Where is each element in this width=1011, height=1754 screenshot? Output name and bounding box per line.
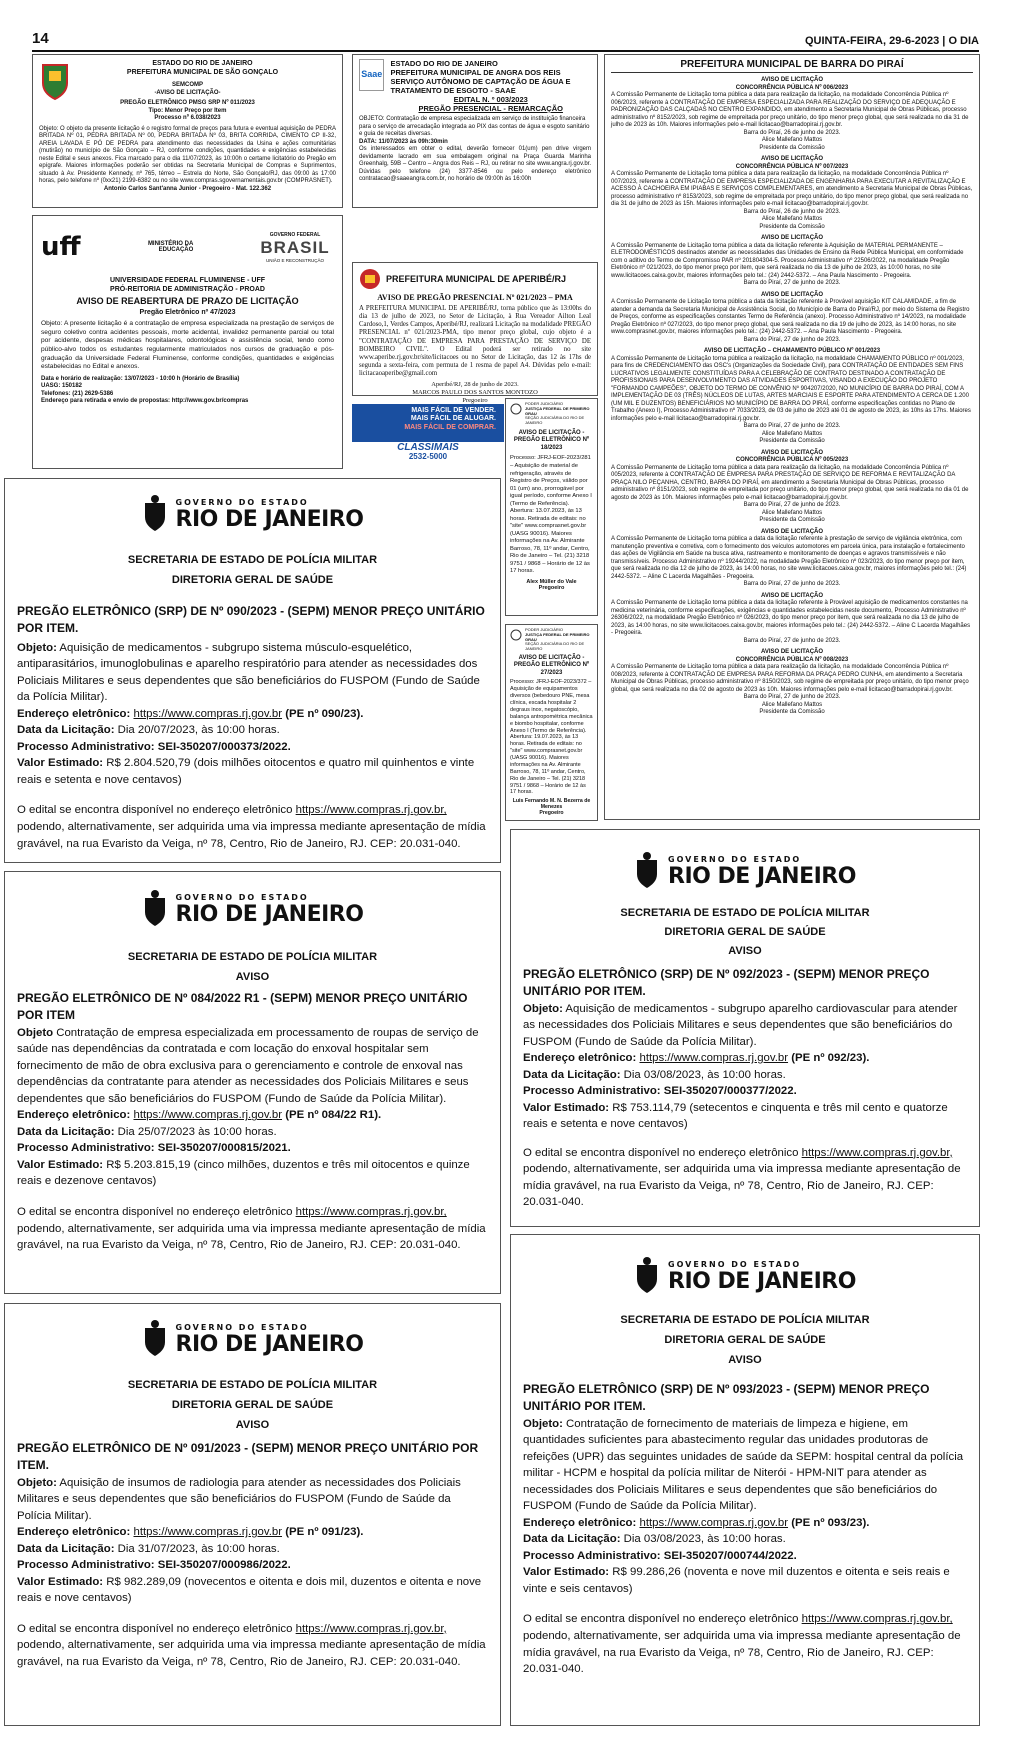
pm092-edital: O edital se encontra disponível no endereço eletrônico: [523, 1146, 799, 1159]
ad-line-1: MAIS FÁCIL DE VENDER.: [411, 407, 496, 414]
aperibe-body: A PREFEITURA MUNICIPAL DE APERIBÉ/RJ, torna público que às 13:00hs do dia 13 de julho de 2023, no Setor de Licitação, à Rua Vereador Ailton Leal Cardoso,1, Verdes Campos, Aperibé/RJ, realizará Licitação na modalidade PREGÃO PRESENCIAL nº 021/2023-PMA, tipo menor preço global, cujo objeto é a "CONTRATAÇÃO DE EMPRESA PARA PRESTAÇÃO DE SERVIÇO DE BOMBEIRO CIVIL". O Edital poderá ser retirado no site www.aperibe.rj.gov.br/site/licitacoes ou no Setor de Licitação, das 12 às 17hs de segunda a sexta-feira, com permuta de 1 resma de papel A4. Dúvidas pelo e-mail: licitacaoaperibe@gmail.com: [359, 305, 591, 378]
notice-pm-091: [4, 1303, 501, 1726]
angra-saae: SERVIÇO AUTÔNOMO DE CAPTAÇÃO DE ÁGUA E TRATAMENTO DE ESGOTO - SAAE: [390, 77, 571, 95]
classimais-ad: [352, 404, 504, 464]
sg-tipo: Tipo: Menor Preço por Item: [148, 107, 227, 114]
rj-coat-of-arms-icon: [142, 493, 168, 535]
sg-aviso: -AVISO DE LICITAÇÃO-: [154, 89, 221, 96]
gov-state-name: RIO DE JANEIRO: [175, 1331, 364, 1357]
pm091-processo: SEI-350207/000986/2022.: [157, 1559, 291, 1572]
pm091-data-label: Data da Licitação:: [17, 1542, 115, 1555]
pm090-valor-label: Valor Estimado:: [17, 757, 104, 770]
jf1-poder: PODER JUDICIÁRIO: [525, 401, 564, 406]
pm093-endereco-suffix: (PE nº 093/23).: [791, 1516, 870, 1529]
pm092-data: Dia 03/08/2023, às 10:00 horas.: [623, 1068, 786, 1081]
pirai-aviso-heading: AVISO DE LICITAÇÃO: [760, 649, 824, 655]
gov-state-name: RIO DE JANEIRO: [668, 1268, 856, 1294]
pm090-processo-label: Processo Administrativo:: [17, 740, 155, 753]
uff-ministry: MINISTÉRIO DA EDUCAÇÃO: [147, 241, 194, 253]
aperibe-sub: AVISO DE PREGÃO PRESENCIAL Nº 021/2023 – PMA: [377, 293, 573, 302]
gov-rj-logo: [523, 850, 967, 892]
aperibe-title: PREFEITURA MUNICIPAL DE APERIBÉ/RJ: [386, 274, 567, 284]
pm091-title: PREGÃO ELETRÔNICO DE Nº 091/2023 - (SEPM) MENOR PREÇO UNITÁRIO POR ITEM.: [17, 1440, 479, 1473]
jf2-title: AVISO DE LICITAÇÃO - PREGÃO ELETRÔNICO Nº 27/2023: [513, 654, 590, 676]
uff-body: Objeto: A presente licitação é a contratação de empresa especializada na prestação de serviços de seguro coletivo contra acidentes pessoais, morte acidental, invalidez permanente parcial ou total por acidente, despesas médicas hospitalares, odontológicas e assistência social, tendo como público-alvo todos os estudantes regularmente matriculados nos cursos de graduação e pós-graduação da Universidade Federal Fluminense, conforme condições, quantidades e exigências estabelecidas no Edital e anexos.: [41, 320, 334, 371]
pirai-date: Barra do Piraí, 27 de junho de 2023.: [743, 581, 841, 587]
gov-label: GOVERNO DO ESTADO: [175, 1323, 309, 1333]
judiciary-emblem-icon: [510, 628, 522, 642]
pm093-edital: O edital se encontra disponível no endereço eletrônico: [523, 1613, 799, 1626]
pirai-aviso-heading: AVISO DE LICITAÇÃO: [760, 235, 824, 241]
pirai-notice-block: [611, 235, 973, 288]
pm093-aviso: AVISO: [728, 1353, 762, 1366]
pirai-aviso-heading: AVISO DE LICITAÇÃO: [760, 592, 824, 599]
jf1-secao: SEÇÃO JUDICIÁRIA DO RIO DE JANEIRO: [525, 415, 585, 426]
pm090-objeto-label: Objeto:: [17, 641, 57, 654]
ad-phone: 2532-5000: [408, 452, 448, 461]
pm092-diretoria: DIRETORIA GERAL DE SAÚDE: [664, 925, 826, 938]
pirai-signer: Alice Mallefano Mattos: [761, 701, 823, 708]
ad-brand: CLASSIMAIS: [397, 442, 459, 453]
pm093-processo-label: Processo Administrativo:: [523, 1549, 661, 1562]
pm090-processo: SEI-350207/000373/2022.: [157, 740, 291, 753]
header-date: QUINTA-FEIRA, 29-6-2023 | O DIA: [804, 35, 979, 47]
pirai-signer: Alice Mallefano Mattos: [761, 216, 823, 222]
pm092-endereco-label: Endereço eletrônico:: [523, 1052, 637, 1065]
pirai-role: Presidente da Comissão: [759, 709, 825, 715]
pm093-data: Dia 03/08/2023, às 10:00 horas.: [623, 1533, 786, 1546]
pm092-endereco-suffix: (PE nº 092/23).: [791, 1052, 870, 1065]
pirai-role: Presidente da Comissão: [759, 438, 825, 444]
gov-label: GOVERNO DO ESTADO: [668, 855, 802, 865]
pm090-secretaria: SECRETARIA DE ESTADO DE POLÍCIA MILITAR: [127, 554, 378, 566]
jf2-poder: PODER JUDICIÁRIO: [525, 627, 564, 632]
uff-endereco: Endereço para retirada e envio de propostas: http://www.gov.br/compras: [41, 398, 249, 405]
pm093-valor: R$ 99.286,26 (noventa e nove mil duzentos e oitenta e seis reais e vinte e seis centavos): [523, 1566, 950, 1595]
pm090-edital-link[interactable]: https://www.compras.rj.gov.br,: [295, 804, 447, 817]
judiciary-emblem-icon: [510, 402, 522, 416]
pm093-endereco-label: Endereço eletrônico:: [523, 1516, 637, 1529]
pirai-body: A Comissão Permanente de Licitação torna pública a realização da licitação, na modalidade CHAMAMENTO PÚBLICO nº 001/2023, para fins de CREDENCIAMENTO das OSC's (Organizações da Sociedade Civil), para CONTRATAÇÃO DE ENTIDADES SEM FINS LUCRATIVOS LEGALMENTE CONSTITUÍDAS PARA A CELEBRAÇÃO DE CONTRATO DESTINADO A CONTRATAÇÃO DE PROFISSIONAIS PARA DESENVOLVIMENTO DAS ATIVIDADES ESPORTIVAS, VISANDO A EXECUÇÃO DO PROJETO "FORMANDO CAMPEÕES", OBJETO DO TERMO DE CONVÊNIO Nº 904207/2020, NO MUNICÍPIO DE BARRA DO PIRAÍ, COM A IMPLEMENTAÇÃO DE 03 (TRÊS) NÚCLEOS DE LUTAS, ARTES MARCIAIS E ESPORTE PARA ATENDIMENTO A CERCA DE 1.200 (UM MIL E DUZENTOS) BENEFICIÁRIOS NO MUNICÍPIO DE BARRA DO PIRAÍ, conforme especificações contidas no Plano de Trabalho (Anexo I), Processo Administrativo nº 7033/2023, de 03 de julho de 2023 até 01 de agosto de 2023, às 10hs às 17hs. Maiores informações pelo e-mail licitacao@barradopirai.rj.gov.br.: [611, 355, 971, 422]
pm093-edital-link[interactable]: https://www.compras.rj.gov.br,: [801, 1613, 953, 1626]
pm084-objeto: Contratação de empresa especializada em processamento de roupas de serviço de saúde nas dependências da contratada e com locação do enxoval hospitalar sem fornecimento de mão de obra exclusiva para o gerenciamento e controle de enxoval nas dependências da contratante para atender as necessidades dos Policiais Militares e seus dependentes que são beneficiários do FUSPOM (Fundo de Saúde da Polícia Militar).: [17, 1026, 479, 1105]
uff-telefone: Telefones: (21) 2629-5386: [41, 390, 114, 397]
pm092-objeto: Aquisição de medicamentos - subgrupo aparelho cardiovascular para atender as necessidades dos Policiais Militares e seus dependentes que são beneficiários do FUSPOM (Fundo de Saúde da Polícia Militar).: [523, 1002, 958, 1048]
gov-label: GOVERNO DO ESTADO: [175, 498, 309, 508]
pirai-body: A Comissão Permanente de Licitação torna pública a data da licitação referente à Provável aquisição KIT CALAMIDADE, a fim de atender a demanda da Secretaria Municipal de Assistência Social, do Município de Barra do Piraí/RJ, por meio do Sistema de Registro de Preços, conforme as especificações constantes Termo de Referência (anexo). Processo Administrativo nº 14/2023, na modalidade Pregão Eletrônico nº 027/2023, do tipo menor preço global, que será realizada no dia 19 de julho de 2023, às 14:00 horas, no site www.comprasnet.gov.br, maiores informações pelo tel.: (24) 2442-5372. – Ana Paula Nascimento - Pregoeira.: [611, 299, 970, 335]
pm092-processo-label: Processo Administrativo:: [523, 1085, 661, 1098]
pm091-valor-label: Valor Estimado:: [17, 1575, 104, 1588]
pm092-valor: R$ 753.114,79 (setecentos e cinquenta e três mil cento e quatorze reais e setenta e nove centavos): [523, 1101, 948, 1131]
notice-pm-093: [510, 1234, 980, 1726]
pm092-edital-link[interactable]: https://www.compras.rj.gov.br,: [801, 1146, 953, 1159]
pirai-date: Barra do Piraí, 27 de junho de 2023.: [743, 637, 841, 644]
pm090-title: PREGÃO ELETRÔNICO (SRP) DE Nº 090/2023 - (SEPM) MENOR PREÇO UNITÁRIO POR ITEM.: [17, 603, 485, 636]
pirai-notice-block: [611, 348, 973, 446]
jf1-justica: JUSTIÇA FEDERAL DE PRIMEIRO GRAU: [525, 405, 590, 416]
pm093-edital-2: podendo, alternativamente, ser adquirida uma via impressa mediante apresentação de mídia gravável, na rua Evaristo da Veiga, nº 78, Centro, Rio de Janeiro, RJ. CEP: 20.031-040.: [523, 1629, 961, 1676]
pm092-objeto-label: Objeto:: [523, 1002, 563, 1015]
jf2-role: Pregoeiro: [539, 810, 564, 817]
gov-state-name: RIO DE JANEIRO: [175, 901, 364, 927]
pm091-data: Dia 31/07/2023, às 10:00 horas.: [117, 1542, 280, 1555]
aperibe-signer: MARCOS PAULO DOS SANTOS MONTOZO: [412, 389, 538, 397]
pm090-endereco-suffix: (PE nº 090/23).: [285, 707, 364, 720]
pm091-processo-label: Processo Administrativo:: [17, 1559, 155, 1572]
sg-city: PREFEITURA MUNICIPAL DE SÃO GONÇALO: [126, 69, 279, 77]
uff-uasg: UASG: 150182: [41, 383, 83, 390]
pirai-date: Barra do Piraí, 27 de junho de 2023.: [743, 423, 841, 429]
sg-body: Objeto: O objeto da presente licitação é o registro formal de preços para futura e eventual aquisição de PEDRA BRITADA Nº 01, PEDRA BRITADA Nº 00, PEDRA BRITADA Nº 03, BRITA CORRIDA, CIMENTO CP II-32, AREIA LAVADA E PÓ DE PEDRA para atendimento das necessidades da Usina e ações comunitárias (mutirão) no município de São Gonçalo – RJ, conforme condições, quantidades e exigências estabelecidas neste Edital e seus anexos. Fica marcado para o dia 11/07/2023, às 10:00h o certame licitatório do Pregão em epígrafe. Maiores informações poderão ser obtidas na Secretaria Municipal de Compras e Suprimentos, situado à Av. Presidente Kennedy, nº 765, térreo – Estrela do Norte, São Gonçalo/RJ, das 09:00 às 17:00 horas, pelo telefone nº (0xx21) 2199-6382 ou no site www.compras.sgovernamentais.gov.br (COMPRASNET).: [39, 125, 336, 185]
pirai-date: Barra do Piraí, 26 de junho de 2023.: [743, 129, 841, 136]
pm090-edital-2: podendo, alternativamente, ser adquirida uma via impressa mediante apresentação de mídia gravável, na rua Evaristo da Veiga, nº 78, Centro, Rio de Janeiro, RJ. CEP: 20.031-040.: [17, 820, 486, 850]
pm091-endereco-label: Endereço eletrônico:: [17, 1526, 131, 1539]
pm084-data: Dia 25/07/2023 às 10:00 horas.: [117, 1125, 277, 1138]
pm091-objeto: Aquisição de insumos de radiologia para atender as necessidades dos Policiais Militares e seus dependentes que são beneficiários do FUSPOM (Fundo de Saúde da Polícia Militar).: [17, 1476, 461, 1522]
pm084-valor-label: Valor Estimado:: [17, 1158, 104, 1171]
angra-state: ESTADO DO RIO DE JANEIRO: [390, 59, 498, 68]
brasil-slogan: UNIÃO E RECONSTRUÇÃO: [265, 257, 324, 263]
gov-label: GOVERNO DO ESTADO: [175, 893, 309, 903]
pirai-body: A Comissão Permanente de Licitação torna pública a data da licitação referente à Aquisição de MATERIAL PERMANENTE – ELETRODOMÉSTICOS destinados atender as necessidades das Unidades de Ensino da Rede Pública Municipal, em conformidade com o aditivo do Termo de Compromisso PAR nº 201804304-5. Processo Administrativo nº 22506/2022, na modalidade Pregão Eletrônico nº 021/2023, do tipo menor preço por item, que será realizada no dia 13 de julho de 2023, às 10:00 horas, no site www.licitacoes.caixa.gov.br, maiores informações pelo tel.: (24) 2442-5372. – Ana Paula Nascimento - Pregoeira.: [611, 242, 964, 279]
pm084-aviso: AVISO: [235, 970, 270, 983]
jf2-secao: SEÇÃO JUDICIÁRIA DO RIO DE JANEIRO: [525, 641, 585, 652]
sg-state: ESTADO DO RIO DE JANEIRO: [152, 60, 253, 67]
pm093-endereco-link[interactable]: https://www.compras.rj.gov.br: [639, 1516, 789, 1529]
pm084-valor: R$ 5.203.815,19 (cinco milhões, duzentos e três mil oitocentos e quinze reais e dezenove centavos): [17, 1158, 470, 1188]
angra-body: Os interessados em obter o edital, deverão fornecer 01(um) pen drive virgem devidamente lacrado em sua embalagem original na Praça Guarda Marinha Greenhalg, 59B – Centro – Angra dos Reis – RJ, ou retirar no site www.angra.rj.gov.br. Dúvidas pelo telefone (24) 3377-8546 ou pelo endereço eletrônico contratacao@saaeangra.com.br, no horário de 09:00h às 16:00h: [359, 146, 591, 182]
rj-coat-of-arms-icon: [142, 888, 168, 930]
pirai-body: A Comissão Permanente de Licitação torna pública a data para realização da licitação, na modalidade Concorrência Pública nº 006/2023, referente à CONTRATAÇÃO DE EMPRESA ESPECIALIZADA PARA REALIZAÇÃO DO SERVIÇO DE ADEQUAÇÃO E PADRONIZAÇÃO DAS CALÇADAS NO CENTRO EXPANDIDO, em atendimento a Secretaria Municipal de Obras Públicas, processo administrativo nº 8152/2023, sob regime de empreitada por preço unitário, do tipo menor preço global, que será realizada no dia 31 de julho de 2023 às 10h. Maiores informações pelo e-mail licitacao@barradopirai.rj.gov.br.: [611, 92, 969, 128]
rj-coat-of-arms-icon: [634, 1255, 660, 1297]
sg-signature: Antonio Carlos Sant'anna Junior - Pregoeiro - Mat. 122.362: [103, 185, 272, 192]
pirai-signer: Alice Mallefano Mattos: [761, 137, 823, 143]
notice-barra-do-pirai: [604, 54, 980, 820]
pirai-role: Presidente da Comissão: [759, 223, 825, 230]
jf1-title: AVISO DE LICITAÇÃO - PREGÃO ELETRÔNICO Nº 18/2023: [513, 429, 590, 451]
uff-proad: PRÓ-REITORIA DE ADMINISTRAÇÃO - PROAD: [110, 286, 265, 294]
jf2-justica: JUSTIÇA FEDERAL DE PRIMEIRO GRAU: [525, 631, 590, 642]
pm090-endereco-link[interactable]: https://www.compras.rj.gov.br: [133, 707, 283, 720]
pm091-valor: R$ 982.289,09 (novecentos e oitenta e dois mil, duzentos e oitenta e nove reais e nove centavos): [17, 1575, 482, 1605]
angra-pregao: PREGÃO PRESENCIAL - REMARCAÇÃO: [418, 104, 563, 113]
pirai-concorrencia-heading: CONCORRÊNCIA PÚBLICA Nº 008/2023: [735, 656, 849, 663]
gov-state-name: RIO DE JANEIRO: [668, 863, 856, 889]
angra-objeto: OBJETO: Contratação de empresa especializada em serviço de instituição financeira para o serviço de arrecadação integrada ao PIX das contas de água e esgoto sanitário e guia de receitas diversas.: [359, 116, 590, 137]
pirai-title: PREFEITURA MUNICIPAL DE BARRA DO PIRAÍ: [611, 59, 973, 73]
pm084-edital-link[interactable]: https://www.compras.rj.gov.br,: [295, 1205, 447, 1218]
angra-city: PREFEITURA MUNICIPAL DE ANGRA DOS REIS: [390, 68, 561, 77]
pirai-notice-block: [611, 593, 973, 646]
pirai-role: Presidente da Comissão: [759, 144, 825, 151]
pirai-aviso-heading: AVISO DE LICITAÇÃO: [760, 77, 824, 83]
pm092-aviso: AVISO: [728, 944, 762, 957]
pm084-objeto-label: Objeto: [17, 1026, 54, 1039]
pirai-body: A Comissão Permanente de Licitação torna pública a data da licitação referente à Provável aquisição de medicamentos constantes na medicina veterinária, conforme especificações, exigências e quantidades estabelecidas neste documento, Processo Administrativo nº 26306/2022, na modalidade Pregão Eletrônico nº 026/2023, do tipo menor preço por item, que será realizada no dia 13 de julho de 2023, às 14:00 horas, no site www.licitacoes.caixa.gov.br, maiores informações pelo tel.: (24) 2442-5372. – Aline C Lacerda Magalhães - Pregoeira.: [611, 600, 971, 636]
pirai-signer: Alice Mallefano Mattos: [761, 509, 823, 516]
pm091-endereco-link[interactable]: https://www.compras.rj.gov.br: [133, 1526, 283, 1539]
uff-logo: uff: [41, 232, 81, 262]
pm084-edital: O edital se encontra disponível no endereço eletrônico: [17, 1205, 293, 1218]
pirai-body: A Comissão Permanente de Licitação torna pública a data para realização da licitação, na modalidade Concorrência Pública nº 008/2023, referente à CONTRATAÇÃO DE EMPRESA PARA REFORMA DA PRAÇA PEDRO CUNHA, em atendimento a Secretaria Municipal de Obras Públicas, processo administrativo nº 8150/2023, sob regime de empreitada por preço unitário, do tipo menor preço global, que será realizada no dia 02 de agosto de 2023 às 10h. Maiores informações pelo e-mail licitacao@barradopirai.rj.gov.br.: [611, 664, 969, 693]
pirai-notice-block: [611, 77, 973, 152]
pm084-secretaria: SECRETARIA DE ESTADO DE POLÍCIA MILITAR: [127, 951, 378, 963]
notice-jfrj-27: [505, 624, 598, 821]
gov-rj-logo: [17, 888, 488, 930]
pm084-processo-label: Processo Administrativo:: [17, 1142, 155, 1155]
pirai-body: A Comissão Permanente de Licitação torna pública a data da licitação referente à prestação de serviço de vigilância eletrônica, com manutenção preventiva e corretiva, com o fornecimento dos veículos automotores em parcela única, para instalação e fortalecimento das ações de Vigilância em Saúde na busca ativa, rastreamento e monitoramento de doenças e agravos transmissíveis e não transmissíveis. Processo Administrativo nº 19244/2022, na modalidade Pregão Eletrônico nº 023/2023, do tipo menor preço por item, que será realizada no dia 12 de julho de 2023, às 14:00 horas, no site www.licitacoes.caixa.gov.br, maiores informações pelo tel.: (24) 2442-5372. – Aline C Lacerda Magalhães - Pregoeira.: [611, 536, 967, 580]
pm090-edital: O edital se encontra disponível no endereço eletrônico: [17, 804, 293, 817]
angra-edital: EDITAL N. º 003/2023: [453, 95, 528, 104]
gov-federal-label: GOVERNO FEDERAL: [269, 231, 321, 238]
notice-jfrj-18: [505, 398, 598, 616]
pm091-edital-2: podendo, alternativamente, ser adquirida uma via impressa mediante apresentação de mídia gravável, na rua Evaristo da Veiga, nº 78, Centro, Rio de Janeiro, RJ. CEP: 20.031-040.: [17, 1639, 486, 1668]
pm090-diretoria: DIRETORIA GERAL DE SAÚDE: [171, 573, 334, 586]
pm092-secretaria: SECRETARIA DE ESTADO DE POLÍCIA MILITAR: [620, 907, 870, 919]
pirai-concorrencia-heading: CONCORRÊNCIA PÚBLICA Nº 006/2023: [735, 84, 849, 91]
pm092-data-label: Data da Licitação:: [523, 1068, 621, 1081]
pirai-date: Barra do Piraí, 27 de junho de 2023.: [743, 336, 841, 343]
notice-angra-saae: [352, 54, 598, 208]
saae-logo: Saae: [359, 59, 384, 91]
page-header: [32, 30, 979, 52]
uff-data: Data e horário de realização: 13/07/2023 - 10:00 h (Horário de Brasília): [41, 375, 240, 382]
pirai-concorrencia-heading: CONCORRÊNCIA PÚBLICA Nº 005/2023: [735, 457, 849, 463]
gov-rj-logo: [523, 1255, 967, 1297]
pirai-aviso-heading: AVISO DE LICITAÇÃO: [760, 528, 824, 535]
pm091-aviso: AVISO: [235, 1418, 270, 1431]
pm091-objeto-label: Objeto:: [17, 1476, 57, 1489]
pm093-secretaria: SECRETARIA DE ESTADO DE POLÍCIA MILITAR: [620, 1314, 870, 1326]
pm091-edital-link[interactable]: https://www.compras.rj.gov.br,: [295, 1622, 447, 1635]
pm093-processo: SEI-350207/000744/2022.: [663, 1549, 797, 1562]
sg-semcomp: SEMCOMP: [171, 82, 203, 89]
pirai-notice-block: [611, 649, 973, 717]
pirai-date: Barra do Piraí, 26 de junho de 2023.: [743, 208, 841, 215]
pirai-signer: Alice Mallefano Mattos: [761, 430, 823, 437]
pm084-data-label: Data da Licitação:: [17, 1125, 115, 1138]
pm093-objeto-label: Objeto:: [523, 1417, 563, 1430]
ad-line-2: MAIS FÁCIL DE ALUGAR.: [410, 415, 496, 423]
city-coat-of-arms-icon: [39, 61, 71, 101]
pm084-edital-2: podendo, alternativamente, ser adquirida uma via impressa mediante apresentação de mídia gravável, na rua Evaristo da Veiga, nº 78, Centro, Rio de Janeiro, RJ. CEP: 20.031-040.: [17, 1222, 486, 1252]
pm084-title: PREGÃO ELETRÔNICO DE Nº 084/2022 R1 - (SEPM) MENOR PREÇO UNITÁRIO POR ITEM: [17, 990, 468, 1023]
notice-pm-090: [4, 478, 501, 863]
rj-coat-of-arms-icon: [634, 850, 660, 892]
pm093-objeto: Contratação de fornecimento de materiais de limpeza e higiene, em quantidades suficientes para abastecimento regular das unidades produtoras de refeições (UPR) das seguintes unidades de saúde da SEPM: hospital central da polícia militar - HCPM e hospital da polícia militar de Niterói - HPM-NIT para atender as necessidades dos Policiais Militares e seus dependentes que são beneficiários do FUSPOM (Fundo de Saúde da Polícia Militar).: [523, 1417, 964, 1513]
pm092-title: PREGÃO ELETRÔNICO (SRP) DE Nº 092/2023 - (SEPM) MENOR PREÇO UNITÁRIO POR ITEM.: [523, 966, 930, 999]
ad-line-3: MAIS FÁCIL DE COMPRAR.: [404, 423, 496, 431]
aperibe-date: Aperibé/RJ, 28 de junho de 2023.: [431, 381, 519, 389]
rj-coat-of-arms-icon: [142, 1318, 168, 1360]
gov-label: GOVERNO DO ESTADO: [668, 1260, 802, 1270]
pm092-edital-2: podendo, alternativamente, ser adquirida uma via impressa mediante apresentação de mídia gravável, na rua Evaristo da Veiga, nº 78, Centro, Rio de Janeiro, RJ. CEP: 20.031-040.: [523, 1163, 961, 1209]
notice-uff: [32, 215, 343, 469]
jf2-signer: Luis Fernando M. N. Bezerra de Menezes: [512, 798, 591, 811]
aperibe-role: Pregoeiro: [462, 397, 488, 404]
pirai-date: Barra do Piraí, 27 de junho de 2023.: [743, 502, 841, 508]
sg-pregao: PREGÃO ELETRÔNICO PMSG SRP Nº 011/2023: [120, 100, 255, 107]
aperibe-coat-of-arms-icon: [359, 268, 381, 290]
gov-rj-logo: [17, 493, 488, 535]
uff-aviso: AVISO DE REABERTURA DE PRAZO DE LICITAÇÃO: [76, 296, 299, 307]
pirai-date: Barra do Piraí, 27 de junho de 2023.: [743, 694, 841, 700]
notice-pm-084: [4, 871, 501, 1294]
uff-pregao: Pregão Eletrônico nº 47/2023: [139, 309, 236, 317]
notice-sao-goncalo: [32, 54, 343, 208]
pm091-diretoria: DIRETORIA GERAL DE SAÚDE: [171, 1398, 334, 1411]
pm093-diretoria: DIRETORIA GERAL DE SAÚDE: [664, 1333, 826, 1346]
gov-state-name: RIO DE JANEIRO: [175, 506, 364, 532]
uff-university: UNIVERSIDADE FEDERAL FLUMINENSE - UFF: [109, 277, 266, 284]
pm090-data: Dia 20/07/2023, às 10:00 horas.: [117, 724, 280, 737]
pirai-blocks: [611, 77, 973, 717]
pm092-valor-label: Valor Estimado:: [523, 1101, 610, 1114]
pirai-aviso-heading: AVISO DE LICITAÇÃO – CHAMAMENTO PÚBLICO Nº 001/2023: [703, 348, 881, 354]
pirai-body: A Comissão Permanente de Licitação torna pública a data para realização da licitação, na modalidade Concorrência Pública nº 007/2023, referente à CONTRATAÇÃO DE EMPRESA ESPECIALIZADA DE ENGENHARIA PARA EXECUTAR A REVITALIZAÇÃO E ACESSO À CACHOEIRA EM IPIABAS E SERVIÇOS COMPLEMENTARES, em atendimento a Secretaria Municipal de Obras Públicas, processo administrativo nº 8153/2023, sob regime de empreitada por preço unitário, do tipo menor preço global, que será realizada no dia 31 de julho de 2023 às 15h. Maiores informações pelo e-mail licitacao@barradopirai.rj.gov.br.: [611, 171, 973, 207]
pirai-aviso-heading: AVISO DE LICITAÇÃO: [760, 449, 824, 456]
pm091-secretaria: SECRETARIA DE ESTADO DE POLÍCIA MILITAR: [127, 1379, 378, 1391]
jf1-body: Processo: JFRJ-EOF-2023/281 – Aquisição de material de refrigeração, através de Registro de Preços, válido por 01 (um) ano, prorrogável por igual período, conforme Anexo I (Termo de Referência). Abertura: 13.07.2023, às 13 horas. Retirada de editais: no "site" www.comprasnet.gov.br (UASG 90016). Maiores informações na Av. Almirante Barroso, 78, 11º andar, Centro, Rio de Janeiro – Tel. (21) 3218 9751 / 9868 – Horário de 12 às 17 horas.: [510, 455, 592, 575]
pm090-endereco-label: Endereço eletrônico:: [17, 707, 131, 720]
jf1-signer: Alex Müller do Vale: [526, 578, 577, 585]
pirai-role: Presidente da Comissão: [759, 517, 825, 523]
pm093-title: PREGÃO ELETRÔNICO (SRP) DE Nº 093/2023 - (SEPM) MENOR PREÇO UNITÁRIO POR ITEM.: [523, 1381, 930, 1414]
pirai-notice-block: [611, 529, 973, 589]
pirai-body: A Comissão Permanente de Licitação torna pública a data para realização da licitação, na modalidade Concorrência Pública nº 005/2023, referente à CONTRATAÇÃO DE EMPRESA PARA PRESTAÇÃO DE SERVIÇO DE REFORMA E REVITALIZAÇÃO DA PRAÇA NILO PEÇANHA, CENTRO, BARRA DO PIRAÍ, em atendimento a Secretaria Municipal de Obras Públicas, processo administrativo nº 8151/2023, sob regime de empreitada por preço unitário, do tipo menor preço global, que será realizada no dia 01 de agosto de 2023 às 10h. Maiores informações pelo e-mail licitacao@barradopirai.rj.gov.br.: [611, 464, 969, 501]
jf2-body: Processo: JFRJ-EOF-2023/372 – Aquisição de equipamentos diversos (bebedouro PNE, mesa clínica, escada hospitalar 2 degraus inox, negatoscópio, balança antropométrica mecânica e biombo hospitalar, conforme Anexo I (Termo de Referência). Abertura: 19.07.2023, às 13 horas. Retirada de editais: no "site" www.comprasnet.gov.br (UASG 90016). Maiores informações na Av. Almirante Barroso, 78, 11º andar, Centro, Rio de Janeiro – Tel. (21) 3218 9751 / 9868 – Horário de 12 às 17 horas.: [510, 679, 593, 796]
pirai-notice-block: [611, 450, 973, 525]
pirai-concorrencia-heading: CONCORRÊNCIA PÚBLICA Nº 007/2023: [735, 163, 849, 170]
pirai-aviso-heading: AVISO DE LICITAÇÃO: [760, 291, 824, 298]
page-number: 14: [32, 30, 49, 47]
pm090-valor: R$ 2.804.520,79 (dois milhões oitocentos e quatro mil quinhentos e vinte reais e setenta e nove centavos): [17, 757, 475, 786]
pm084-endereco-label: Endereço eletrônico:: [17, 1109, 131, 1122]
pm091-edital: O edital se encontra disponível no endereço eletrônico: [17, 1622, 293, 1635]
pm091-endereco-suffix: (PE nº 091/23).: [285, 1526, 364, 1539]
pm084-endereco-link[interactable]: https://www.compras.rj.gov.br: [133, 1109, 283, 1122]
pm092-endereco-link[interactable]: https://www.compras.rj.gov.br: [639, 1052, 789, 1065]
pirai-date: Barra do Piraí, 27 de junho de 2023.: [743, 280, 841, 286]
pirai-notice-block: [611, 156, 973, 231]
pirai-aviso-heading: AVISO DE LICITAÇÃO: [760, 156, 824, 162]
brasil-logo: BRASIL: [260, 237, 330, 257]
gov-rj-logo: [17, 1318, 488, 1360]
pm084-endereco-suffix: (PE nº 084/22 R1).: [285, 1109, 382, 1122]
pm090-objeto: Aquisição de medicamentos - subgrupo sistema músculo-esquelético, antiparasitários, imunoglobulinas e aparelho respiratório para atender as necessidades dos Policiais Militares e seus dependentes que são beneficiários do FUSPOM (Fundo de Saúde da Polícia Militar).: [17, 641, 480, 704]
angra-data: DATA: 11/07/2023 às 09h:30min: [359, 138, 448, 145]
pm084-processo: SEI-350207/000815/2021.: [157, 1142, 291, 1155]
jf1-role: Pregoeiro: [538, 584, 565, 591]
pm093-valor-label: Valor Estimado:: [523, 1566, 610, 1579]
sg-processo: Processo nº 6.038/2023: [154, 115, 221, 122]
pm090-data-label: Data da Licitação:: [17, 724, 115, 737]
notice-pm-092: [510, 829, 980, 1227]
pm093-data-label: Data da Licitação:: [523, 1533, 621, 1546]
pirai-notice-block: [611, 292, 973, 345]
pm092-processo: SEI-350207/000377/2022.: [663, 1085, 797, 1098]
